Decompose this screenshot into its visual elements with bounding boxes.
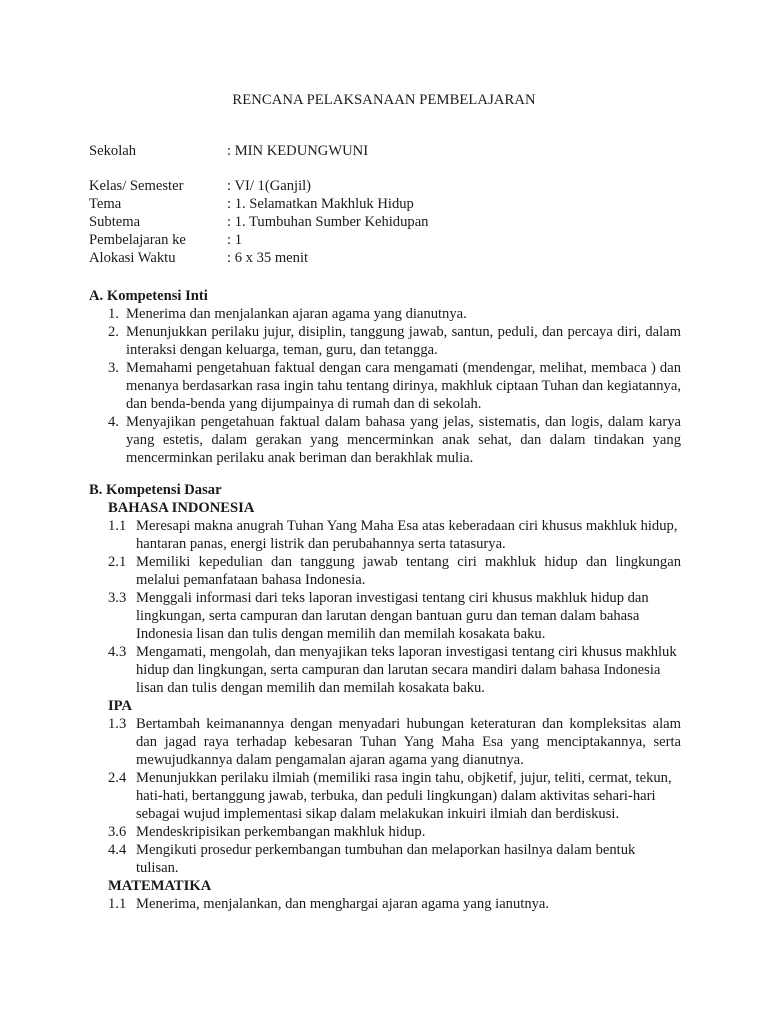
list-number: 1.1 [108,896,127,912]
list-item [89,823,681,841]
list-text: Bertambah keimanannya dengan menyadari hubungan keteraturan dan kompleksitas alam dan jagad raya terhadap kebesaran Tuhan Yang Maha Esa yang menciptakannya, serta mewujudkannya dalam pengamalan ajaran agama yang dianutnya. [136,716,681,768]
identity-label: Sekolah [89,143,137,159]
list-number: 3.3 [108,590,127,606]
list-item [89,715,681,769]
list-number: 1.3 [108,716,127,732]
identity-value: : 6 x 35 menit [227,250,309,266]
list-number: 2. [108,324,119,340]
kompetensi-dasar-section [89,481,681,913]
list-text: Menerima, menjalankan, dan menghargai ajaran agama yang ianutnya. [136,896,550,912]
subject-heading-ipa: IPA [108,698,133,714]
identity-row-alokasi [89,249,428,267]
identity-label: Pembelajaran ke [89,232,186,248]
list-item [89,589,681,643]
list-text: Menggali informasi dari teks laporan investigasi tentang ciri khusus makhluk hidup dan lingkungan, serta campuran dan larutan dengan bantuan guru dan teman dalam bahasa Indonesia lisan dan tulis dengan memilih dan memilah kosakata baku. [136,590,649,642]
identity-row-tema [89,195,428,213]
identity-label: Kelas/ Semester [89,178,184,194]
identity-row-sekolah [89,142,428,160]
list-number: 1. [108,306,119,322]
identity-label: Subtema [89,214,141,230]
list-number: 3.6 [108,824,127,840]
identity-block [89,142,428,267]
identity-row-kelas [89,177,428,195]
list-item [89,769,681,823]
identity-value: : 1. Selamatkan Makhluk Hidup [227,196,414,212]
list-item [89,895,681,913]
subject-heading-matematika: MATEMATIKA [108,878,212,894]
list-item [89,323,681,359]
list-item [89,413,681,467]
list-item [89,359,681,413]
identity-label: Tema [89,196,122,212]
list-text: Mengikuti prosedur perkembangan tumbuhan dan melaporkan hasilnya dalam bentuk tulisan. [136,842,636,876]
document-title: RENCANA PELAKSANAAN PEMBELAJARAN [232,92,536,108]
list-item [89,841,681,877]
list-item [89,305,681,323]
kompetensi-inti-heading: A. Kompetensi Inti [89,288,208,304]
identity-value: : VI/ 1(Ganjil) [227,178,312,194]
identity-value: : 1 [227,232,242,248]
identity-value: : 1. Tumbuhan Sumber Kehidupan [227,214,429,230]
list-text: Menerima dan menjalankan ajaran agama yang dianutnya. [126,306,467,322]
kompetensi-dasar-heading: B. Kompetensi Dasar [89,482,222,498]
list-text: Menunjukkan perilaku ilmiah (memiliki rasa ingin tahu, objketif, jujur, teliti, cermat, tekun, hati-hati, bertanggung jawab, terbuka, dan peduli lingkungan) dalam aktivitas sehari-hari sebagai wujud implementasi sikap dalam melakukan inkuiri ilmiah dan berdiskusi. [136,770,672,822]
list-number: 3. [108,360,119,376]
list-number: 1.1 [108,518,127,534]
subject-heading-bahasa-indonesia: BAHASA INDONESIA [108,500,255,516]
list-number: 2.1 [108,554,127,570]
list-text: Mendeskripisikan perkembangan makhluk hidup. [136,824,426,840]
identity-row-subtema [89,213,428,231]
list-number: 4.4 [108,842,127,858]
list-text: Menyajikan pengetahuan faktual dalam bahasa yang jelas, sistematis, dan logis, dalam karya yang estetis, dalam gerakan yang mencerminkan anak sehat, dan dalam tindakan yang mencerminkan perilaku anak beriman dan berakhlak mulia. [126,414,681,466]
identity-row-pembelajaran [89,231,428,249]
list-number: 2.4 [108,770,127,786]
list-item [89,553,681,589]
list-text: Menunjukkan perilaku jujur, disiplin, tanggung jawab, santun, peduli, dan percaya diri, dalam interaksi dengan keluarga, teman, guru, dan tetangga. [126,324,681,358]
list-item [89,517,681,553]
list-text: Mengamati, mengolah, dan menyajikan teks laporan investigasi tentang ciri khusus makhluk hidup dan lingkungan, serta campuran dan larutan secara mandiri dalam bahasa Indonesia lisan dan tulis dengan memilih dan memilah kosakata baku. [136,644,677,696]
identity-label: Alokasi Waktu [89,250,176,266]
list-number: 4. [108,414,119,430]
list-item [89,643,681,697]
list-text: Memahami pengetahuan faktual dengan cara mengamati (mendengar, melihat, membaca ) dan menanya berdasarkan rasa ingin tahu tentang dirinya, makhluk ciptaan Tuhan dan kegiatannya, dan benda-benda yang dijumpainya di rumah dan di sekolah. [126,360,681,412]
list-text: Meresapi makna anugrah Tuhan Yang Maha Esa atas keberadaan ciri khusus makhluk hidup, hantaran panas, energi listrik dan perubahannya serta tatasurya. [136,518,678,552]
kompetensi-inti-section [89,287,681,467]
list-number: 4.3 [108,644,127,660]
list-text: Memiliki kepedulian dan tanggung jawab tentang ciri makhluk hidup dan lingkungan melalui pemanfataan bahasa Indonesia. [136,554,681,588]
identity-value: : MIN KEDUNGWUNI [227,143,369,159]
